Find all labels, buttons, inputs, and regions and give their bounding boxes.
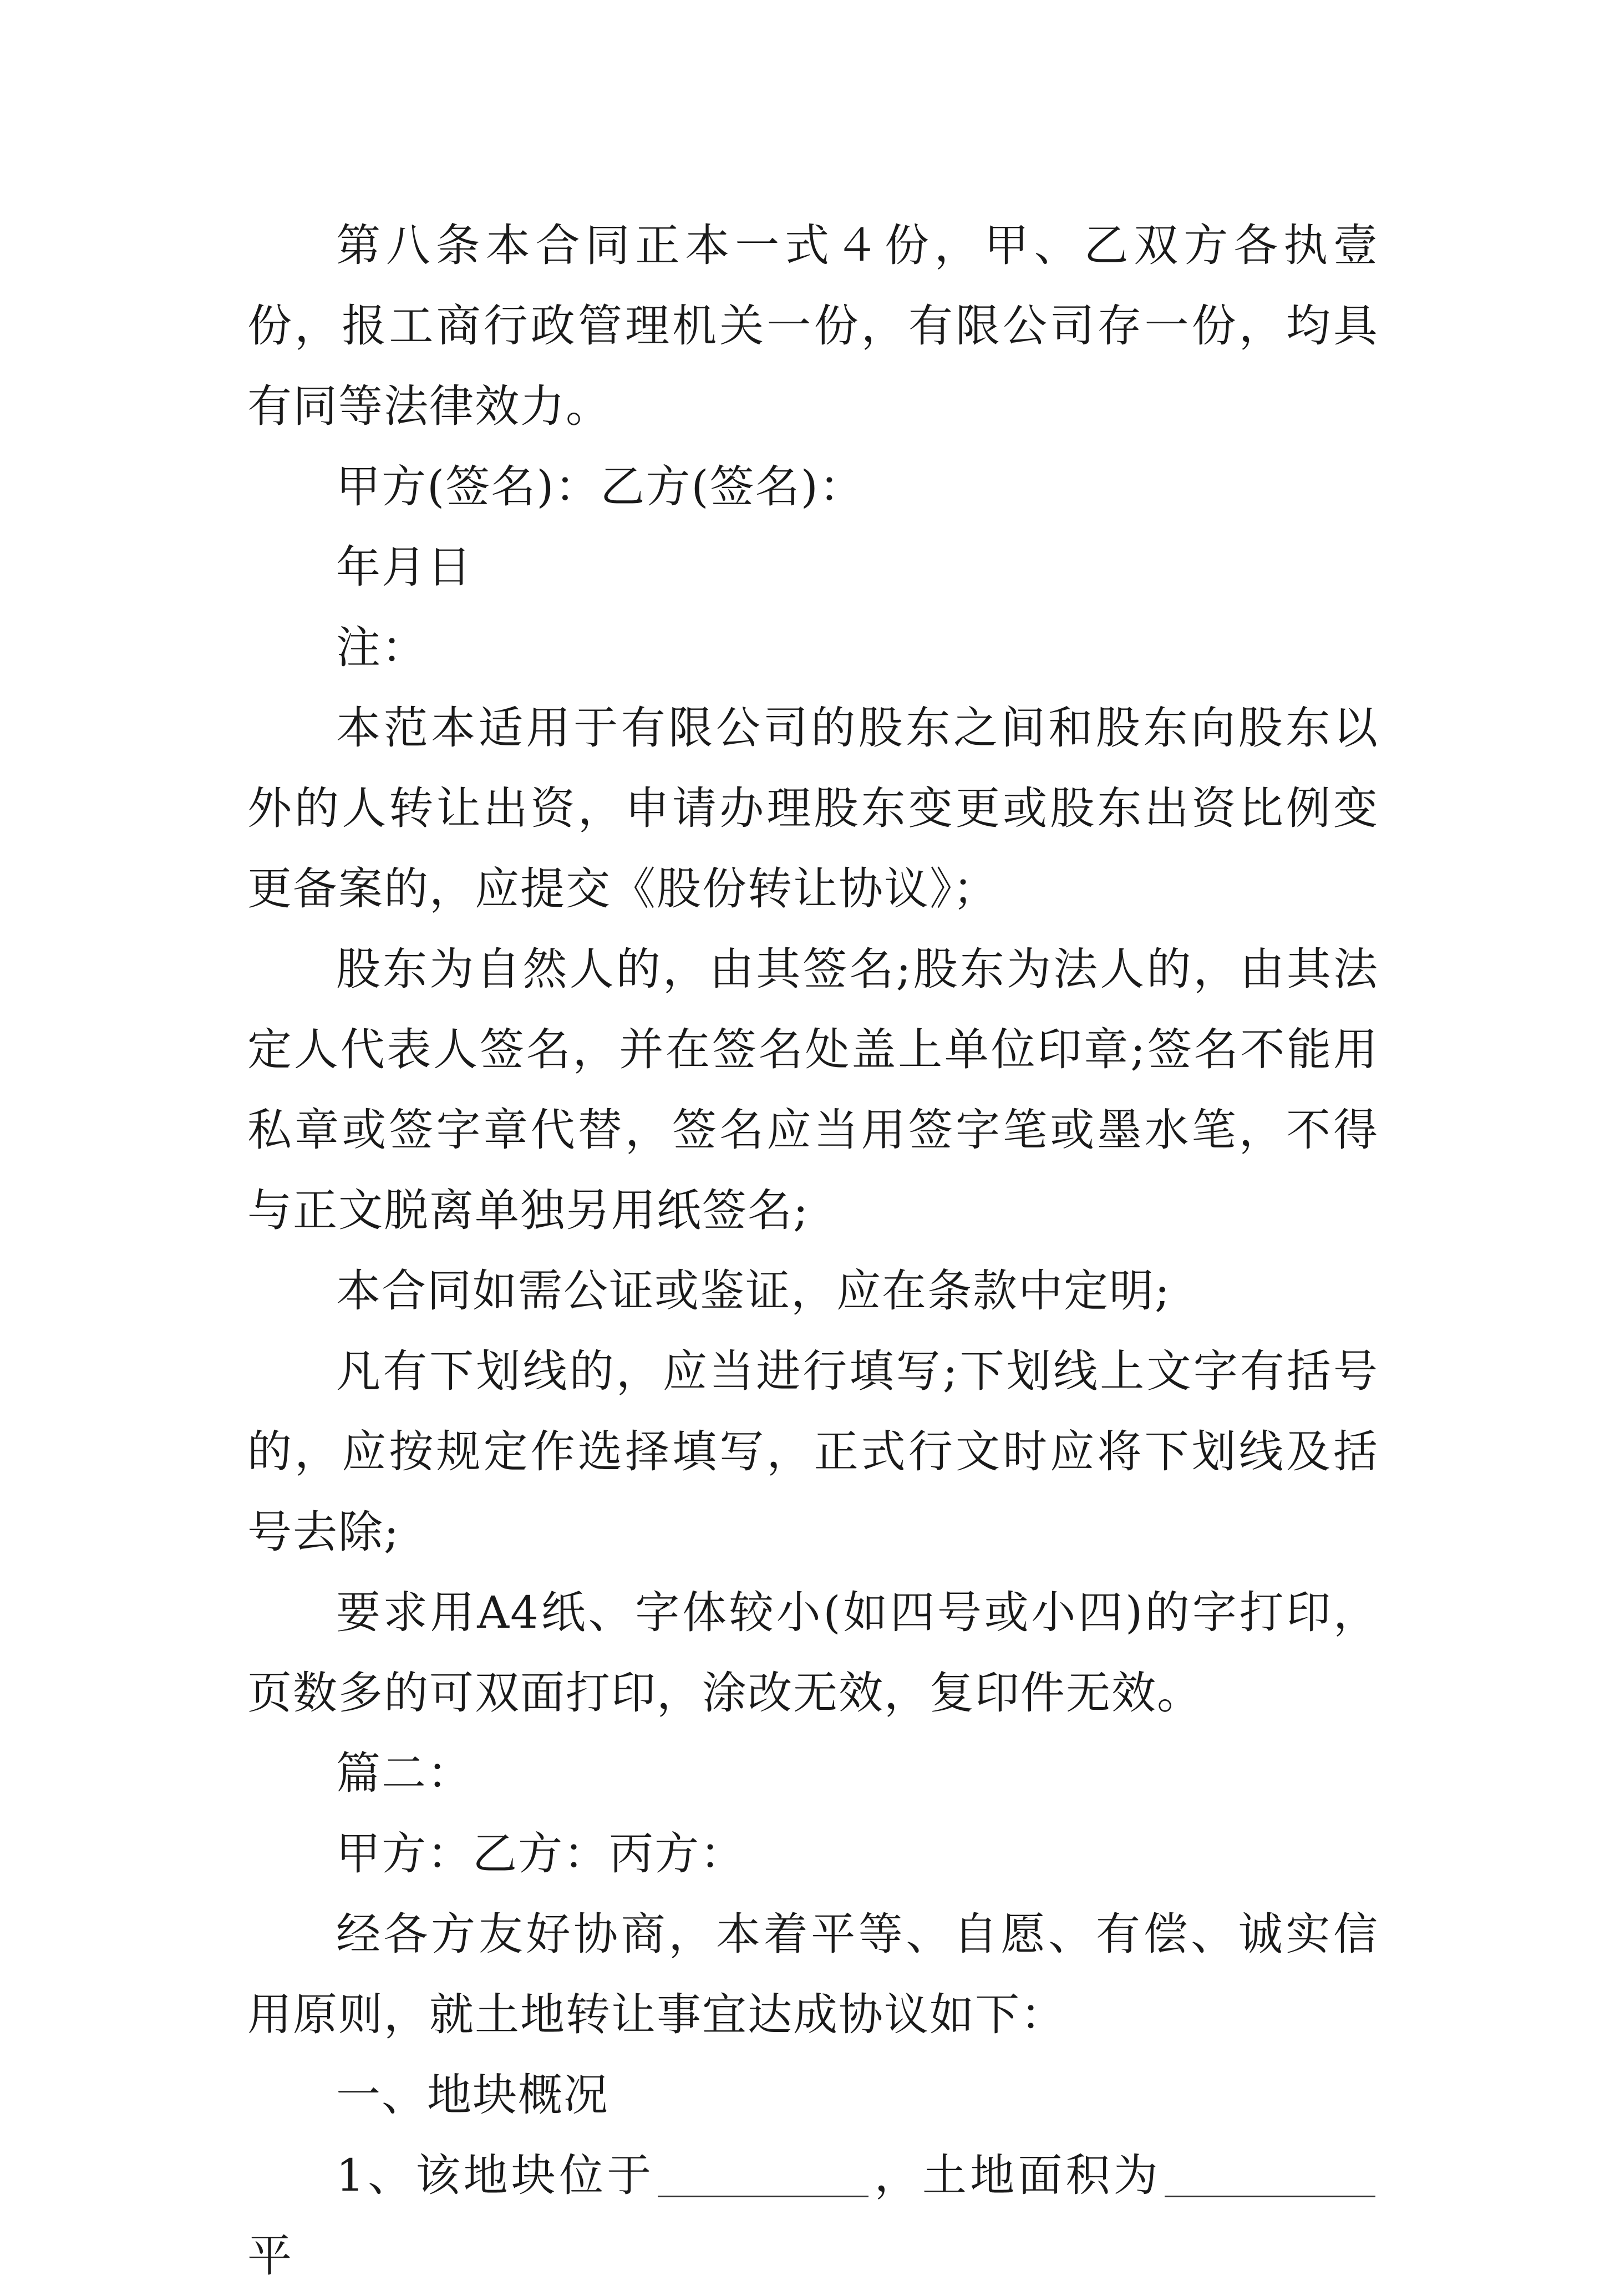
paragraph-note-signing: 股东为自然人的，由其签名;股东为法人的，由其法定人代表人签名，并在签名处盖上单位印章;签名不能用私章或签字章代替，签名应当用签字笔或墨水笔，不得与正文脱离单独另用纸签名; <box>247 943 1379 1236</box>
paragraph-article-eight: 第八条本合同正本一式４份，甲、乙双方各执壹份，报工商行政管理机关一份，有限公司存一份，均具有同等法律效力。 <box>247 220 1379 432</box>
paragraph-date: 年月日 <box>336 541 473 593</box>
plot-location-label: 1、该地块位于 <box>336 2150 655 2201</box>
paragraph-note-underlines: 凡有下划线的，应当进行填写;下划线上文字有括号的，应按规定作选择填写，正式行文时应将下划线及括号去除; <box>247 1345 1379 1558</box>
document-body <box>247 205 1379 2296</box>
paragraph-note-notarization: 本合同如需公证或鉴证，应在条款中定明; <box>336 1265 1171 1317</box>
plot-location-blank <box>658 2151 868 2197</box>
paragraph-note-scope: 本范本适用于有限公司的股东之间和股东向股东以外的人转让出资，申请办理股东变更或股东出资比例变更备案的，应提交《股份转让协议》； <box>247 702 1379 915</box>
area-unit-text: 平 <box>247 2230 293 2282</box>
paragraph-plot-location <box>247 2135 1379 2296</box>
paragraph-part-two-heading: 篇二： <box>336 1748 473 1799</box>
paragraph-signatures: 甲方(签名)：乙方(签名)： <box>336 461 865 512</box>
paragraph-section-one-heading: 一、地块概况 <box>336 2069 609 2121</box>
land-area-label: ，土地面积为 <box>872 2150 1161 2201</box>
land-area-blank <box>1165 2151 1375 2197</box>
paragraph-preamble: 经各方友好协商，本着平等、自愿、有偿、诚实信用原则，就土地转让事宜达成协议如下： <box>247 1908 1379 2040</box>
paragraph-note-heading: 注： <box>336 622 427 673</box>
paragraph-note-printing: 要求用A4纸、字体较小(如四号或小四)的字打印，页数多的可双面打印，涂改无效，复印件无效。 <box>247 1587 1379 1719</box>
paragraph-parties: 甲方：乙方：丙方： <box>336 1828 745 1880</box>
